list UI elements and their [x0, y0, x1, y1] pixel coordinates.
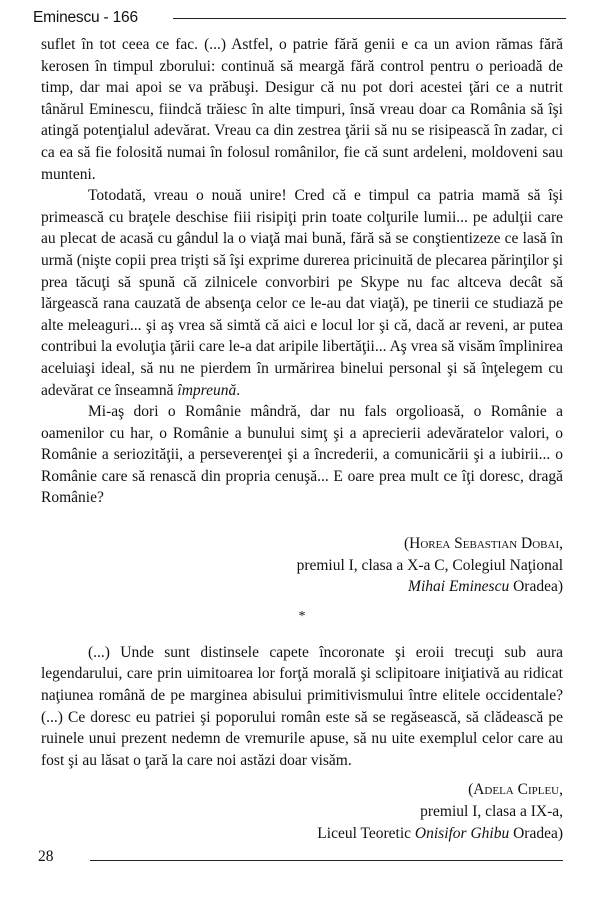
signature-2-name: (Adela Cipleu, [468, 781, 563, 799]
signature-1-award: premiul I, clasa a X-a C, Colegiul Naţional [296, 556, 563, 574]
signature-1-name: (Horea Sebastian Dobai, [403, 535, 563, 553]
paragraph-3: Mi-aş dori o Românie mândră, dar nu fals orgolioasă, o Românie a oamenilor cu har, o Românie a bunului simţ şi a aprecierii adevăratelor valori, o Românie a seriozităţii, a perseverenţei şi a încrederii, a comunicării şi a iubirii... o Românie care să renască din propria cenuşă... E oare prea mult ce îţi doresc, dragă Românie? [41, 403, 563, 507]
signature-1-school-name: Mihai Eminescu [408, 578, 510, 596]
page-number: 28 [38, 848, 54, 865]
signature-2-award: premiul I, clasa a IX-a, [420, 803, 563, 820]
signature-2-school-prefix: Liceul Teoretic [317, 824, 415, 842]
paragraph-2-emphasis: împreună [177, 381, 237, 399]
signature-2-city: Oradea) [509, 824, 563, 842]
paragraph-2-end: . [236, 381, 241, 399]
signature-1-school [41, 576, 563, 598]
paragraph-2 [41, 185, 563, 401]
page-content [41, 34, 563, 844]
header-title: Eminescu - 166 [33, 9, 138, 26]
paragraph-4: (...) Unde sunt distinsele capete încoronate şi eroii trecuţi sub aura legendarului, care prin uimitoarea lor forţă morală şi sclipitoare iniţiativă au ridicat naţiunea română de pe marginea abisului primitivismului între elitele occidentale? (...) Ce doresc eu patriei şi poporului român este să se regăsească, să clădească pe ruinele unui prezent nedemn de vremurile apuse, să nu uite exemplul celor care au fost şi au lăsat o ţară la care noi astăzi doar visăm. [41, 643, 563, 769]
header-rule [173, 18, 566, 19]
footer-rule [90, 860, 563, 861]
paragraph-2-text: Totodată, vreau o nouă unire! Cred că e timpul ca patria mamă să îşi primească cu braţele deschise fiii risipiţi prin toate colţurile lumii... pe adulţii care au plecat de acasă cu gândul la o viaţă mai bună, fără să se conştientizeze ce lasă în urmă (nişte copii prea trişti să îşi exprime durerea pricinuită de plecarea părinţilor şi prea tăcuţi să spună că zilnicele convorbiri pe Skype nu fac altceva decât să lărgească rana cauzată de absenţa celor ce le-au dat viaţă), pe tinerii ce studiază pe alte meleaguri... şi aş vrea să simtă că aici e locul lor şi că, dacă ar reveni, ar putea contribui la evoluţia ţării care le-a dat aripile libertăţii... Aş vrea să visăm împlinirea aceluiaşi ideal, să nu ne pierdem în urmărirea binelui personal şi să înţelegem cu adevărat ce înseamnă [41, 187, 563, 399]
paragraph-1: suflet în tot ceea ce fac. (...) Astfel, o patrie fără genii e ca un avion rămas fără kerosen în timpul zborului: continuă să meargă fără control pentru o perioadă de timp, dar mai apoi se va prăbuşi. Desigur că nu pot dori acestei ţări ce a nutrit tânărul Eminescu, fiindcă trăiesc în alte timpuri, însă vreau doar ca România să îşi atingă potenţialul adevărat. Vreau ca din zestrea ţării să nu se risipească în zadar, ci ca ea să fie folosită numai în folosul românilor, fie că sunt ardeleni, moldoveni sau munteni. [41, 36, 563, 183]
signature-2-school-name: Onisifor Ghibu [414, 824, 510, 842]
signature-1-city: Oradea) [509, 578, 563, 596]
signature-1 [41, 533, 563, 598]
section-separator: * [298, 608, 306, 624]
page-footer [38, 847, 563, 867]
signature-2 [41, 779, 563, 844]
running-header [33, 8, 566, 30]
signature-2-school [41, 823, 563, 845]
